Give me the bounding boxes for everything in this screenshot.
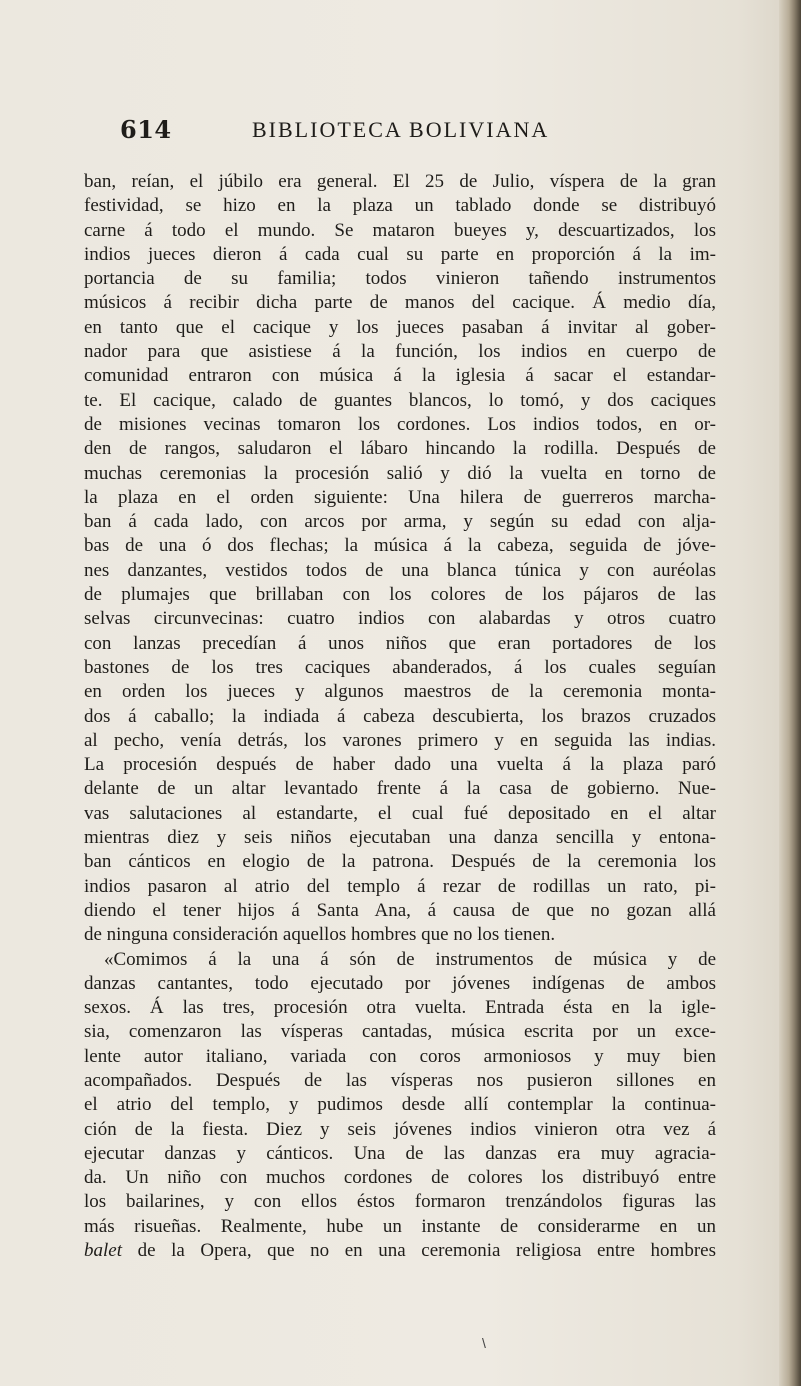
text-line: festividad, se hizo en la plaza un tablado donde se distribuyó [84,195,716,217]
page-header [120,115,720,149]
text-line: bas de una ó dos flechas; la música á la cabeza, seguida de jóve- [84,535,716,557]
text-line: el atrio del templo, y pudimos desde allí contemplar la continua- [84,1094,716,1116]
text-line: acompañados. Después de las vísperas nos pusieron sillones en [84,1069,716,1091]
text-line: al pecho, venía detrás, los varones primero y en seguida las indias. [84,729,716,751]
running-head: BIBLIOTECA BOLIVIANA [252,117,550,142]
text-line: portancia de su familia; todos vinieron tañendo instrumentos [84,268,716,290]
text-line: carne á todo el mundo. Se mataron bueyes y, descuartizados, los [84,219,716,241]
text-line: ban cánticos en elogio de la patrona. Después de la ceremonia los [84,851,716,873]
text-line: bastones de los tres caciques abanderados, á los cuales seguían [84,656,716,678]
text-line: te. El cacique, calado de guantes blancos, lo tomó, y dos caciques [84,389,716,411]
text-line: selvas circunvecinas: cuatro indios con alabardas y otros cuatro [84,608,716,630]
text-line: sexos. Á las tres, procesión otra vuelta. Entrada ésta en la igle- [84,997,716,1019]
text-line: indios jueces dieron á cada cual su parte en proporción á la im- [84,243,716,265]
text-line: comunidad entraron con música á la iglesia á sacar el estandar- [84,365,716,387]
text-line: nador para que asistiese á la función, los indios en cuerpo de [84,341,716,363]
text-line: nes danzantes, vestidos todos de una blanca túnica y con auréolas [84,559,716,581]
text-line: vas salutaciones al estandarte, el cual fué depositado en el altar [84,802,716,824]
text-line: danzas cantantes, todo ejecutado por jóvenes indígenas de ambos [84,972,716,994]
text-line: más risueñas. Realmente, hube un instante de considerarme en un [84,1215,716,1237]
text-line: ejecutar danzas y cánticos. Una de las danzas era muy agracia- [84,1142,716,1164]
text-line: con lanzas precedían á unos niños que eran portadores de los [84,632,716,654]
last-line-rest: de la Opera, que no en una ceremonia religiosa entre hombres [122,1240,716,1262]
text-line: muchas ceremonias la procesión salió y dió la vuelta en torno de [84,462,716,484]
page-number: 614 [120,115,172,144]
text-line: «Comimos á la una á són de instrumentos de música y de [104,948,716,970]
text-line: de ninguna consideración aquellos hombres que no los tienen. [84,924,556,946]
text-line: indios pasaron al atrio del templo á rezar de rodillas un rato, pi- [84,875,716,897]
text-line-last [84,1239,716,1263]
text-line: sia, comenzaron las vísperas cantadas, música escrita por un exce- [84,1021,716,1043]
text-line: músicos á recibir dicha parte de manos del cacique. Á medio día, [84,292,716,314]
text-line: la plaza en el orden siguiente: Una hilera de guerreros marcha- [84,486,716,508]
text-line: den de rangos, saludaron el lábaro hincando la rodilla. Después de [84,438,716,460]
text-line: de misiones vecinas tomaron los cordones. Los indios todos, en or- [84,413,716,435]
text-line: ción de la fiesta. Diez y seis jóvenes indios vinieron otra vez á [84,1118,716,1140]
text-line: ban á cada lado, con arcos por arma, y según su edad con alja- [84,511,716,533]
text-line: delante de un altar levantado frente á la casa de gobierno. Nue- [84,778,716,800]
text-line: La procesión después de haber dado una vuelta á la plaza paró [84,754,716,776]
text-line: en orden los jueces y algunos maestros de la ceremonia monta- [84,681,716,703]
text-line: ban, reían, el júbilo era general. El 25 de Julio, víspera de la gran [84,171,716,192]
text-line: los bailarines, y con ellos éstos formaron trenzándolos figuras las [84,1191,716,1213]
text-line: mientras diez y seis niños ejecutaban una danza sencilla y entona- [84,827,716,849]
text-line: dos á caballo; la indiada á cabeza descubierta, los brazos cruzados [84,705,716,727]
body-text [84,170,716,1263]
text-line: lente autor italiano, variada con coros armoniosos y muy bien [84,1045,716,1067]
text-line: de plumajes que brillaban con los colores de los pájaros de las [84,584,716,606]
text-line: da. Un niño con muchos cordones de colores los distribuyó entre [84,1167,716,1189]
italic-word: balet [84,1240,122,1262]
text-line: diendo el tener hijos á Santa Ana, á causa de que no gozan allá [84,899,716,921]
page-edge-shadow [779,0,801,1386]
text-line: en tanto que el cacique y los jueces pasaban á invitar al gober- [84,316,716,338]
stray-mark: \ [482,1335,486,1351]
